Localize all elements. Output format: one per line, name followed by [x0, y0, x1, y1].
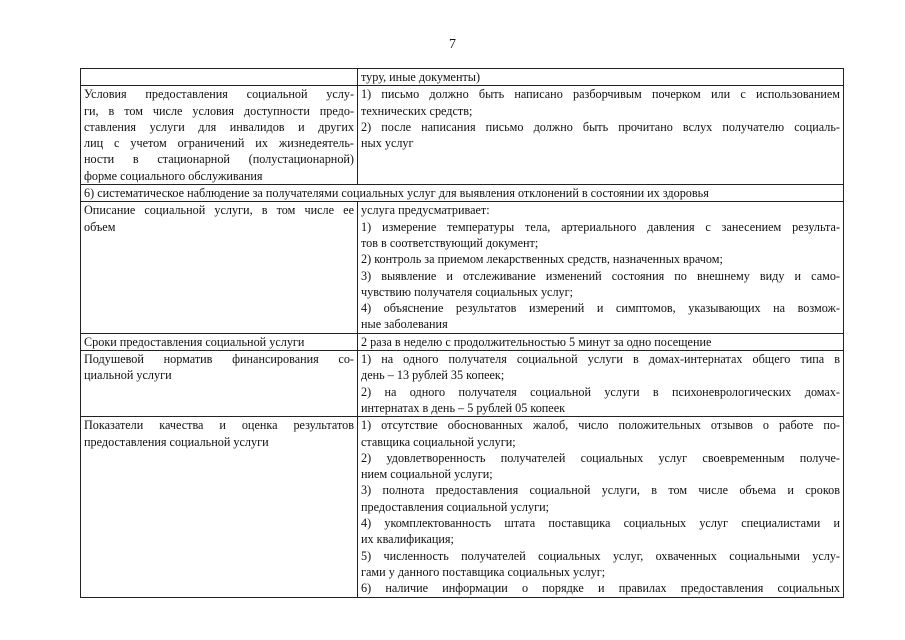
text-line: Сроки предоставления социальной услуги — [84, 334, 305, 349]
text-line: 2 раза в неделю с продолжительностью 5 минут за одно посещение — [361, 334, 712, 349]
text-line: 2) на одного получателя социальной услуги в психоневрологических домах- — [361, 384, 840, 399]
table-cell-value — [358, 86, 844, 185]
text-line: чувствию получателя социальных услуг; — [361, 284, 574, 299]
text-line: ные заболевания — [361, 317, 448, 332]
text-line: 3) полнота предоставления социальной услуги, в том числе объема и сроков — [361, 483, 840, 498]
text-line: предоставления социальной услуги — [84, 434, 269, 449]
table-cell-value — [358, 202, 844, 333]
table-cell-label — [81, 86, 358, 185]
text-line: 1) измерение температуры тела, артериального давления с занесением результа- — [361, 219, 840, 234]
table-cell-value — [358, 417, 844, 597]
text-line: форме социального обслуживания — [84, 168, 263, 183]
text-line: тов в соответствующий документ; — [361, 235, 539, 250]
text-line: Подушевой норматив финансирования со- — [84, 352, 354, 367]
text-line: Описание социальной услуги, в том числе ее — [84, 203, 354, 218]
text-line: 6) наличие информации о порядке и правилах предоставления социальных — [361, 581, 840, 596]
table-cell-value — [358, 69, 844, 86]
section-heading: 6) систематическое наблюдение за получателями социальных услуг для выявления отклонений в состоянии их здоровья — [81, 185, 844, 202]
table-row — [81, 69, 844, 86]
text-line: 2) после написания письмо должно быть прочитано вслух получателю социаль- — [361, 119, 840, 134]
table-row — [81, 351, 844, 417]
text-line: 1) отсутствие обоснованных жалоб, число положительных отзывов о работе по- — [361, 418, 840, 433]
table-row — [81, 86, 844, 185]
text-line: 3) выявление и отслеживание изменений состояния по внешнему виду и само- — [361, 268, 840, 283]
text-line: 1) письмо должно быть написано разборчивым почерком или с использованием — [361, 87, 840, 102]
text-line: объем — [84, 219, 116, 234]
text-line: 2) контроль за приемом лекарственных средств, назначенных врачом; — [361, 252, 723, 267]
text-line: 4) укомплектованность штата поставщика социальных услуг специалистами и — [361, 516, 840, 531]
table-row — [81, 417, 844, 597]
table-cell-label — [81, 333, 358, 350]
service-standard-table — [80, 68, 844, 598]
text-line: лиц с учетом ограничений их жизнедеятель- — [84, 136, 354, 151]
text-line: технических средств; — [361, 103, 473, 118]
text-line: день – 13 рублей 35 копеек; — [361, 368, 505, 383]
text-line: ги, в том числе условия доступности предо- — [84, 103, 354, 118]
text-line: ставщика социальной услуги; — [361, 434, 516, 449]
text-line: Условия предоставления социальной услу- — [84, 87, 354, 102]
table-cell-label — [81, 69, 358, 86]
text-line: предоставления социальной услуги; — [361, 499, 550, 514]
table-cell-value — [358, 351, 844, 417]
section-heading-row — [81, 185, 844, 202]
text-line: ставления услуги для инвалидов и других — [84, 119, 354, 134]
text-line: 2) удовлетворенность получателей социальных услуг своевременным получе- — [361, 450, 840, 465]
text-line: нием социальной услуги; — [361, 467, 493, 482]
table-cell-label — [81, 417, 358, 597]
table-row — [81, 202, 844, 333]
text-line: циальной услуги — [84, 368, 172, 383]
table-cell-label — [81, 202, 358, 333]
text-line: их квалификация; — [361, 532, 454, 547]
text-line: 4) объяснение результатов измерений и симптомов, указывающих на возмож- — [361, 301, 840, 316]
text-line: туру, иные документы) — [361, 70, 481, 84]
text-line: услуга предусматривает: — [361, 203, 490, 218]
text-line: гами у данного поставщика социальных услуг; — [361, 564, 606, 579]
text-line: ных услуг — [361, 136, 414, 151]
table-cell-label — [81, 351, 358, 417]
text-line: 1) на одного получателя социальной услуги в домах-интернатах общего типа в — [361, 352, 840, 367]
table-cell-value — [358, 333, 844, 350]
text-line: ности в стационарной (полустационарной) — [84, 152, 354, 167]
text-line: интернатах в день – 5 рублей 05 копеек — [361, 400, 566, 415]
text-line: 5) численность получателей социальных услуг, охваченных социальными услу- — [361, 548, 840, 563]
text-line: Показатели качества и оценка результатов — [84, 418, 354, 433]
page-number: 7 — [449, 37, 456, 52]
table-row — [81, 333, 844, 350]
